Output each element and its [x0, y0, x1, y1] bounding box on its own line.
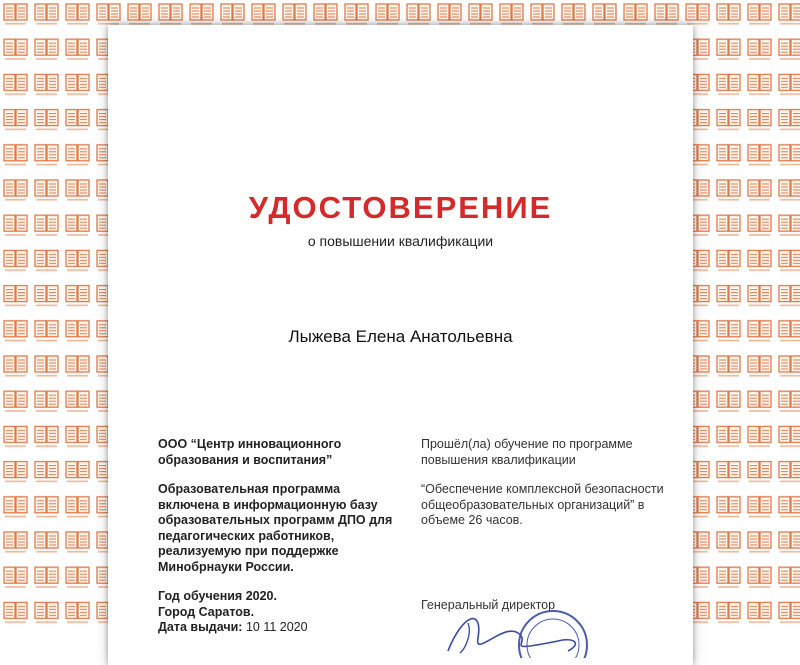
certificate-title: УДОСТОВЕРЕНИЕ — [248, 190, 553, 225]
director-label: Генеральный директор — [421, 598, 556, 612]
program-note: Образовательная программа включена в информационную базу образовательных программ ДПО для педагогических работников, реализуемую при поддержке Минобрнауки России. — [158, 482, 393, 574]
course-description: “Обеспечение комплексной безопасности общеобразовательных организаций” в объеме 26 часов. — [421, 482, 664, 527]
certificate-subtitle: о повышении квалификации — [307, 233, 494, 249]
recipient-name: Лыжева Елена Анатольевна — [288, 327, 513, 346]
organization-name: ООО “Центр инновационного образования и воспитания” — [158, 437, 342, 467]
issue-date-line — [158, 620, 403, 636]
city: Город Саратов. — [158, 604, 255, 619]
issue-date-label: Дата выдачи: — [158, 620, 243, 634]
signature-stamp-image — [408, 603, 608, 658]
certificate-sheet — [108, 25, 693, 665]
study-year: Год обучения 2020. — [158, 589, 277, 603]
issuer-column — [158, 437, 403, 636]
training-intro: Прошёл(ла) обучение по программе повышения квалификации — [421, 437, 633, 467]
course-column — [421, 437, 671, 543]
issue-date-value: 10 11 2020 — [245, 620, 308, 634]
